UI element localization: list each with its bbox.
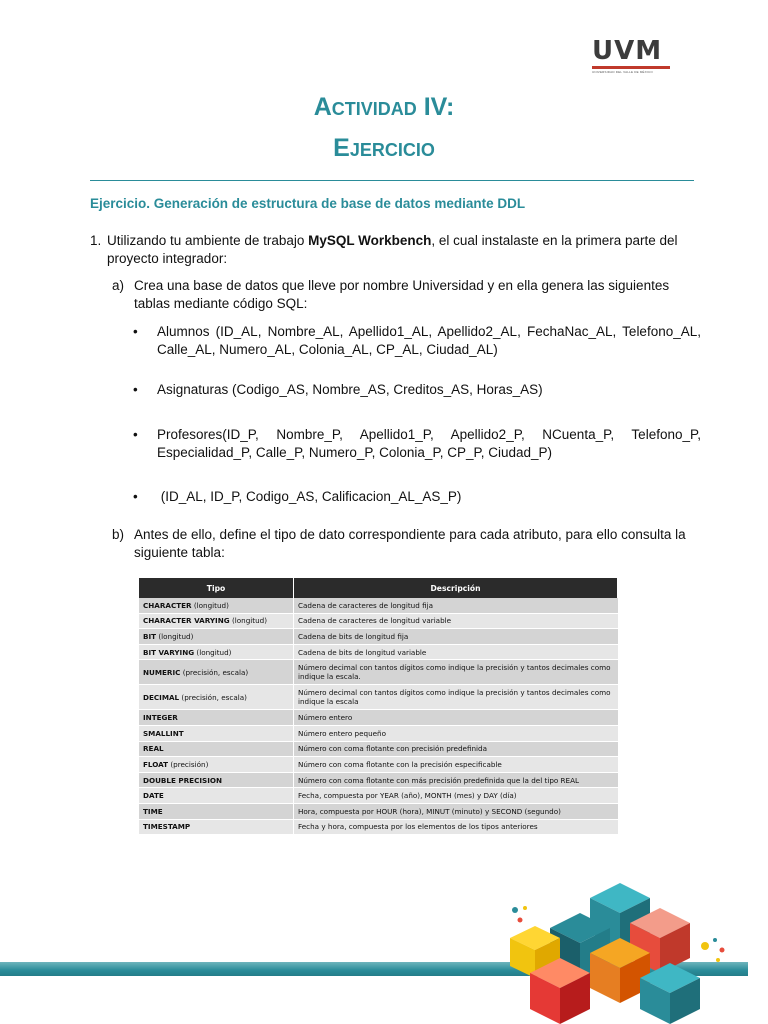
type-parameter: (longitud)	[194, 647, 232, 657]
description-cell: Número entero	[294, 710, 618, 726]
type-cell	[139, 819, 294, 835]
type-cell	[139, 725, 294, 741]
decorative-cubes	[490, 878, 730, 1024]
bullet-icon: •	[133, 324, 138, 339]
column-header-descripcion: Descripción	[294, 578, 618, 598]
description-cell: Hora, compuesta por HOUR (hora), MINUT (minuto) y SECOND (segundo)	[294, 803, 618, 819]
type-keyword: BIT	[143, 631, 157, 641]
type-parameter: (longitud)	[156, 631, 194, 641]
table-row	[139, 819, 618, 835]
table-row	[139, 644, 618, 660]
description-cell: Cadena de caracteres de longitud variable	[294, 613, 618, 629]
bullet-calificaciones	[133, 488, 701, 506]
type-cell	[139, 788, 294, 804]
type-parameter: (precisión, escala)	[180, 667, 249, 677]
column-header-tipo: Tipo	[139, 578, 294, 598]
type-keyword: NUMERIC	[143, 667, 181, 677]
instruction-item-1	[90, 232, 696, 268]
description-cell: Número decimal con tantos dígitos como indique la precisión y tantos decimales como indique la escala	[294, 685, 618, 710]
section-heading: Ejercicio. Generación de estructura de base de datos mediante DDL	[90, 196, 526, 211]
logo-text: UVM	[592, 36, 663, 66]
item-a-text: Crea una base de datos que lleve por nombre Universidad y en ella genera las siguientes tablas mediante código SQL:	[134, 278, 670, 311]
logo-subtitle: UNIVERSIDAD DEL VALLE DE MÉXICO	[592, 70, 653, 74]
bullet-asignaturas	[133, 381, 701, 399]
type-cell	[139, 629, 294, 645]
bullet-text: Alumnos (ID_AL, Nombre_AL, Apellido1_AL, Apellido2_AL, FechaNac_AL, Telefono_AL, Calle_AL, Numero_AL, Colonia_AL, CP_AL, Ciudad_AL)	[157, 324, 701, 357]
table-row	[139, 660, 618, 685]
bullet-text: Profesores(ID_P, Nombre_P, Apellido1_P, Apellido2_P, NCuenta_P, Telefono_P, Especialidad_P, Calle_P, Numero_P, Colonia_P, CP_P, Ciudad_P)	[157, 427, 701, 460]
bullet-text: Asignaturas (Codigo_AS, Nombre_AS, Creditos_AS, Horas_AS)	[157, 382, 543, 397]
table-body	[139, 598, 618, 835]
table-row	[139, 772, 618, 788]
description-cell: Cadena de caracteres de longitud fija	[294, 598, 618, 613]
bullet-alumnos	[133, 323, 701, 359]
data-types-table	[139, 578, 618, 835]
title-divider	[90, 180, 694, 181]
bullet-profesores	[133, 426, 701, 462]
bullet-icon: •	[133, 382, 138, 397]
description-cell: Número entero pequeño	[294, 725, 618, 741]
type-cell	[139, 772, 294, 788]
type-parameter: (longitud)	[191, 600, 229, 610]
bullet-icon: •	[133, 427, 138, 442]
table-row	[139, 710, 618, 726]
table-row	[139, 629, 618, 645]
type-cell	[139, 803, 294, 819]
description-cell: Número con coma flotante con la precisión especificable	[294, 757, 618, 773]
table-row	[139, 788, 618, 804]
type-cell	[139, 598, 294, 613]
type-keyword: SMALLINT	[143, 728, 184, 738]
description-cell: Fecha, compuesta por YEAR (año), MONTH (mes) y DAY (día)	[294, 788, 618, 804]
type-keyword: CHARACTER VARYING	[143, 616, 230, 626]
instruction-item-a	[112, 277, 696, 313]
type-keyword: TIMESTAMP	[143, 822, 191, 832]
description-cell: Cadena de bits de longitud variable	[294, 644, 618, 660]
bullet-text: (ID_AL, ID_P, Codigo_AS, Calificacion_AL_AS_P)	[157, 489, 462, 504]
table-row	[139, 685, 618, 710]
type-cell	[139, 741, 294, 757]
type-cell	[139, 660, 294, 685]
item-text-after: , el cual instalaste en la primera parte del proyecto integrador:	[107, 233, 678, 266]
type-keyword: DATE	[143, 791, 164, 801]
type-keyword: TIME	[143, 806, 163, 816]
item-text-bold: MySQL Workbench	[308, 233, 432, 248]
type-keyword: FLOAT	[143, 759, 169, 769]
description-cell: Número con coma flotante con más precisión predefinida que la del tipo REAL	[294, 772, 618, 788]
item-b-text: Antes de ello, define el tipo de dato correspondiente para cada atributo, para ello consulta la siguiente tabla:	[134, 527, 686, 560]
type-keyword: INTEGER	[143, 713, 178, 723]
type-cell	[139, 685, 294, 710]
item-letter: b)	[112, 527, 125, 542]
type-cell	[139, 710, 294, 726]
type-parameter: (precisión, escala)	[179, 692, 247, 702]
table-row	[139, 741, 618, 757]
uvm-logo	[592, 38, 674, 74]
type-cell	[139, 644, 294, 660]
description-cell: Número decimal con tantos dígitos como indique la precisión y tantos decimales como indique la escala.	[294, 660, 618, 685]
instruction-item-b	[112, 526, 696, 562]
page-title: Actividad IV:	[313, 93, 455, 121]
description-cell: Cadena de bits de longitud fija	[294, 629, 618, 645]
type-keyword: CHARACTER	[143, 600, 192, 610]
item-number: 1.	[90, 233, 102, 248]
type-parameter: (precisión)	[168, 759, 209, 769]
table-header-row	[139, 578, 618, 598]
type-keyword: DOUBLE PRECISION	[143, 775, 223, 785]
table-row	[139, 613, 618, 629]
bullet-icon: •	[133, 489, 138, 504]
type-cell	[139, 613, 294, 629]
description-cell: Fecha y hora, compuesta por los elementos de los tipos anteriores	[294, 819, 618, 835]
item-letter: a)	[112, 278, 125, 293]
type-parameter: (longitud)	[229, 616, 267, 626]
cubes-graphic	[510, 883, 725, 1024]
logo-underline	[592, 66, 670, 69]
type-keyword: REAL	[143, 744, 164, 754]
table-row	[139, 725, 618, 741]
table-row	[139, 803, 618, 819]
table-row	[139, 757, 618, 773]
type-keyword: BIT VARYING	[143, 647, 195, 657]
type-cell	[139, 757, 294, 773]
type-keyword: DECIMAL	[143, 692, 180, 702]
description-cell: Número con coma flotante con precisión predefinida	[294, 741, 618, 757]
table-row	[139, 598, 618, 613]
page-subtitle: Ejercicio	[333, 134, 435, 162]
item-text-before: Utilizando tu ambiente de trabajo	[107, 233, 309, 248]
